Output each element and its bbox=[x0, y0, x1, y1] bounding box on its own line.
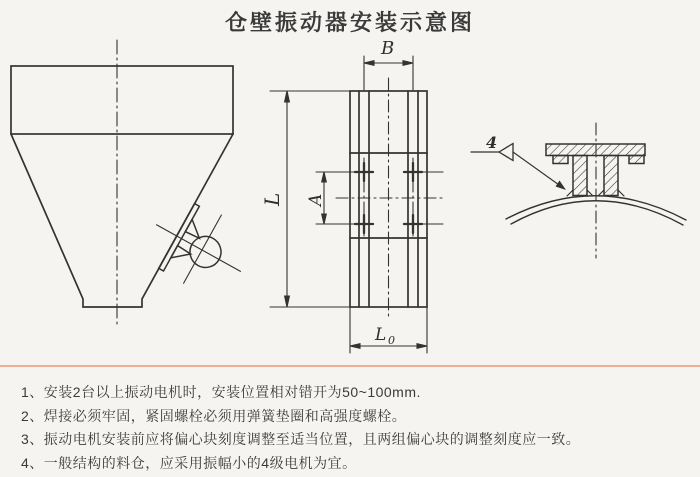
hopper-outline bbox=[11, 66, 233, 307]
note-item: 4、一般结构的料仓，应采用振幅小的4级电机为宜。 bbox=[21, 454, 357, 471]
installation-notes bbox=[21, 381, 686, 475]
bracket-foot-bottom bbox=[171, 246, 191, 266]
hopper-front-view bbox=[11, 40, 260, 328]
wall-section-detail bbox=[471, 123, 686, 258]
note-item: 1、安装2台以上振动电机时，安装位置相对错开为50~100mm. bbox=[21, 384, 421, 400]
dim-label-L0-sub: 0 bbox=[388, 334, 395, 347]
dim-label-L0-main: L bbox=[375, 325, 387, 345]
vibrator-motor bbox=[138, 190, 260, 305]
dim-label-L: L bbox=[260, 192, 284, 206]
note-item: 2、焊接必须牢固，紧固螺栓必须用弹簧垫圈和高强度螺栓。 bbox=[21, 407, 407, 424]
dim-label-B: B bbox=[381, 38, 395, 59]
dim-label-A: A bbox=[306, 193, 326, 206]
note-item: 3、振动电机安装前应将偏心块刻度调整至适当位置，且两组偏心块的调整刻度应一致。 bbox=[21, 431, 581, 447]
mounting-plan-view bbox=[260, 38, 444, 353]
page-title: 仓壁振动器安装示意图 bbox=[224, 10, 475, 35]
weld-size-label: 4 bbox=[486, 133, 498, 152]
section-divider-line bbox=[0, 365, 700, 367]
